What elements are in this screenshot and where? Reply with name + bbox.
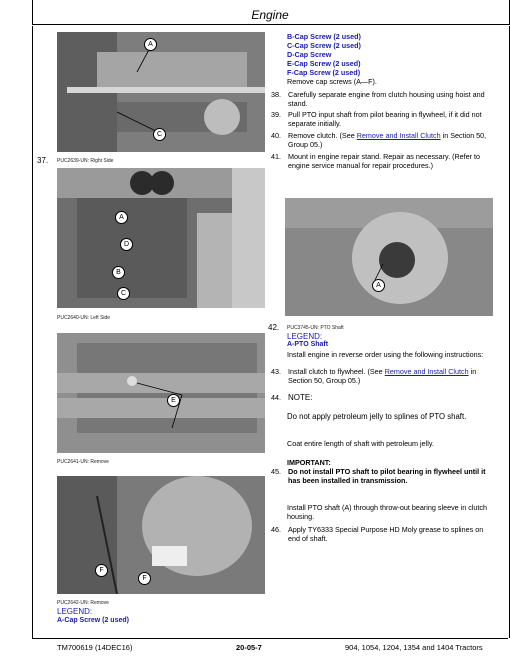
legend-item: F-Cap Screw (2 used) bbox=[287, 68, 361, 77]
callout-a-fig1: A bbox=[144, 38, 157, 51]
callout-c-fig2: C bbox=[117, 287, 130, 300]
legend-item: E-Cap Screw (2 used) bbox=[287, 59, 361, 68]
footer-doc-id: TM700619 (14DEC16) bbox=[57, 643, 133, 652]
figure-caption: PUC2640-UN: Left Side bbox=[57, 315, 111, 321]
legend-title: LEGEND: bbox=[287, 332, 323, 341]
step-38: 38. Carefully separate engine from clutch housing using hoist and stand. bbox=[271, 90, 485, 108]
install-intro-text: Install engine in reverse order using the following instructions: bbox=[287, 350, 484, 359]
figure-number-42: 42. bbox=[268, 323, 280, 332]
remove-install-clutch-link[interactable]: Remove and Install Clutch bbox=[384, 367, 469, 376]
legend-item: C-Cap Screw (2 used) bbox=[287, 41, 361, 50]
top-legend bbox=[287, 32, 377, 86]
figure-left-side-photo bbox=[57, 168, 265, 308]
note-text: Do not apply petroleum jelly to splines of PTO shaft. bbox=[287, 412, 467, 421]
install-pto-text: Install PTO shaft (A) through throw-out bearing sleeve in clutch housing. bbox=[287, 503, 488, 521]
callout-f-fig4-2: F bbox=[138, 572, 151, 585]
figure-caption: PUC2642-UN: Remove bbox=[57, 600, 109, 606]
callout-c-fig1: C bbox=[153, 128, 166, 141]
callout-d-fig2: D bbox=[120, 238, 133, 251]
legend-item: D-Cap Screw bbox=[287, 50, 332, 59]
step-39: 39. Pull PTO input shaft from pilot bearing in flywheel, if it did not separate initially. bbox=[271, 110, 482, 128]
step-46: 46. Apply TY6333 Special Purpose HD Moly grease to splines on end of shaft. bbox=[271, 525, 484, 543]
footer-page-number: 20-05-7 bbox=[236, 643, 262, 652]
figure-caption: PUC2641-UN: Remove bbox=[57, 459, 109, 465]
remove-install-clutch-link[interactable]: Remove and Install Clutch bbox=[356, 131, 441, 140]
figure-remove-photo bbox=[57, 333, 265, 453]
figure-caption: PUC3745-UN: PTO Shaft bbox=[287, 325, 344, 331]
callout-a-fig42: A bbox=[372, 279, 385, 292]
callout-a-fig2: A bbox=[115, 211, 128, 224]
legend-title: LEGEND: bbox=[57, 607, 93, 616]
step-45: 45. Do not install PTO shaft to pilot bearing in flywheel until it has been installed in transmission. bbox=[271, 467, 486, 485]
figure-caption: PUC2639-UN: Right Side bbox=[57, 158, 114, 164]
coat-text: Coat entire length of shaft with petroleum jelly. bbox=[287, 439, 434, 448]
callout-f-fig4: F bbox=[95, 564, 108, 577]
important-label: IMPORTANT: bbox=[287, 458, 331, 467]
step-40: 40. Remove clutch. (See Remove and Install Clutch in Section 50, Group 05.) bbox=[271, 131, 487, 149]
step-44: 44. NOTE: bbox=[271, 393, 313, 402]
callout-b-fig2: B bbox=[112, 266, 125, 279]
figure-pto-shaft-photo bbox=[285, 198, 493, 316]
step-41: 41. Mount in engine repair stand. Repair as necessary. (Refer to engine service manual for repair procedures.) bbox=[271, 152, 481, 170]
legend-item: A-Cap Screw (2 used) bbox=[57, 617, 129, 624]
step-43: 43. Install clutch to flywheel. (See Remove and Install Clutch in Section 50, Group 05.) bbox=[271, 367, 477, 385]
footer-models: 904, 1054, 1204, 1354 and 1404 Tractors bbox=[345, 643, 483, 652]
remove-cap-screws-text: Remove cap screws (A—F). bbox=[287, 77, 377, 86]
figure-remove-photo-2 bbox=[57, 476, 265, 594]
legend-item: A-PTO Shaft bbox=[287, 341, 329, 348]
figure-number-37: 37. bbox=[37, 156, 49, 165]
callout-e-fig3: E bbox=[167, 394, 180, 407]
legend-item: B-Cap Screw (2 used) bbox=[287, 32, 361, 41]
footer-divider bbox=[32, 638, 508, 639]
page-title: Engine bbox=[251, 8, 289, 22]
